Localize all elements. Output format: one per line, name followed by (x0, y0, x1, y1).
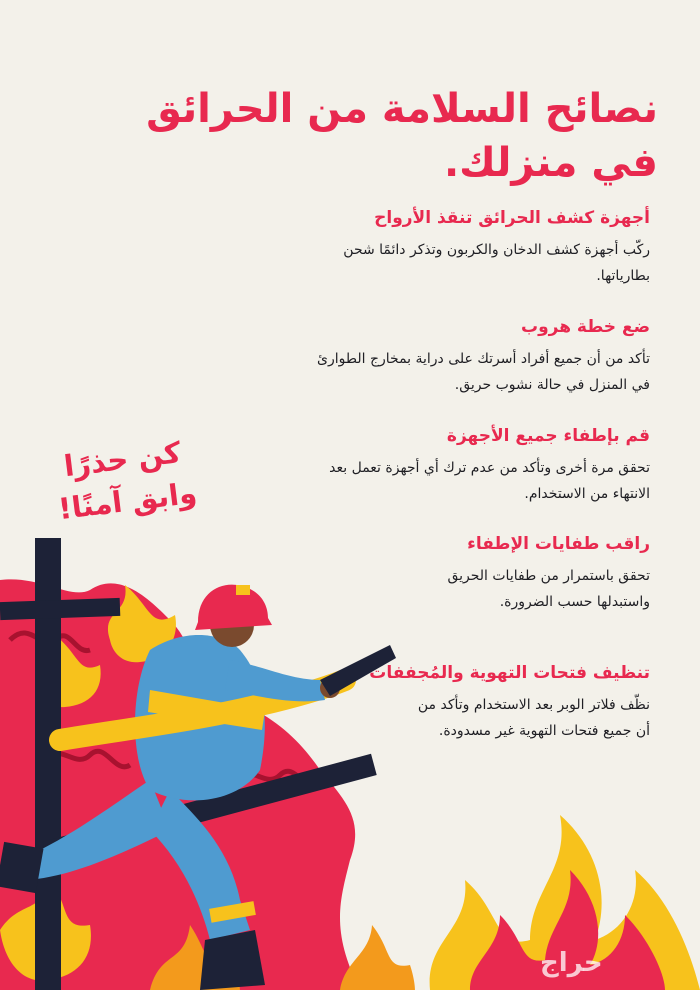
tip-body (250, 563, 650, 615)
tip-escape-plan (250, 314, 650, 398)
tip-body-line: نظّف فلاتر الوبر بعد الاستخدام وتأكد من (417, 697, 650, 713)
page-title (98, 82, 658, 190)
tip-body-line: ركّب أجهزة كشف الدخان والكربون وتذكر دائمًا شحن (343, 242, 650, 258)
tip-fire-extinguishers (250, 531, 650, 615)
tip-body (250, 346, 650, 398)
tip-body-line: في المنزل في حالة نشوب حريق. (454, 377, 650, 393)
back-boot (0, 842, 44, 893)
title-line-1: نصائح السلامة من الحرائق (146, 86, 658, 132)
tip-turn-off-appliances (250, 423, 650, 507)
tip-body (250, 455, 650, 507)
title-line-2: في منزلك. (443, 140, 658, 186)
tip-body-line: واستبدلها حسب الضرورة. (499, 594, 650, 610)
slogan-line-2: وابق آمنًا! (56, 475, 199, 527)
tip-heading: أجهزة كشف الحرائق تنقذ الأرواح (374, 208, 650, 228)
tip-body-line: بطارياتها. (596, 268, 650, 284)
tip-heading: قم بإطفاء جميع الأجهزة (446, 426, 650, 446)
tip-body-line: تحقق باستمرار من طفايات الحريق (447, 568, 650, 584)
tip-body (250, 692, 650, 744)
tip-heading: راقب طفايات الإطفاء (467, 534, 650, 554)
tip-body-line: الانتهاء من الاستخدام. (524, 486, 650, 502)
watermark: حراج (540, 948, 603, 978)
tip-heading: تنظيف فتحات التهوية والمُجففات (369, 663, 650, 683)
tip-body-line: تحقق مرة أخرى وتأكد من عدم ترك أي أجهزة تعمل بعد (329, 460, 650, 476)
tip-body-line: أن جميع فتحات التهوية غير مسدودة. (438, 723, 650, 739)
tip-smoke-detectors (250, 205, 650, 289)
tip-clean-vents (250, 660, 650, 744)
slogan-line-1: كن حذرًا (62, 435, 183, 484)
tip-heading: ضع خطة هروب (520, 317, 650, 337)
tip-body (250, 237, 650, 289)
tip-body-line: تأكد من أن جميع أفراد أسرتك على دراية بمخارج الطوارئ (317, 351, 650, 367)
helmet-badge (236, 585, 250, 595)
orange-flame-right-small (340, 925, 415, 990)
